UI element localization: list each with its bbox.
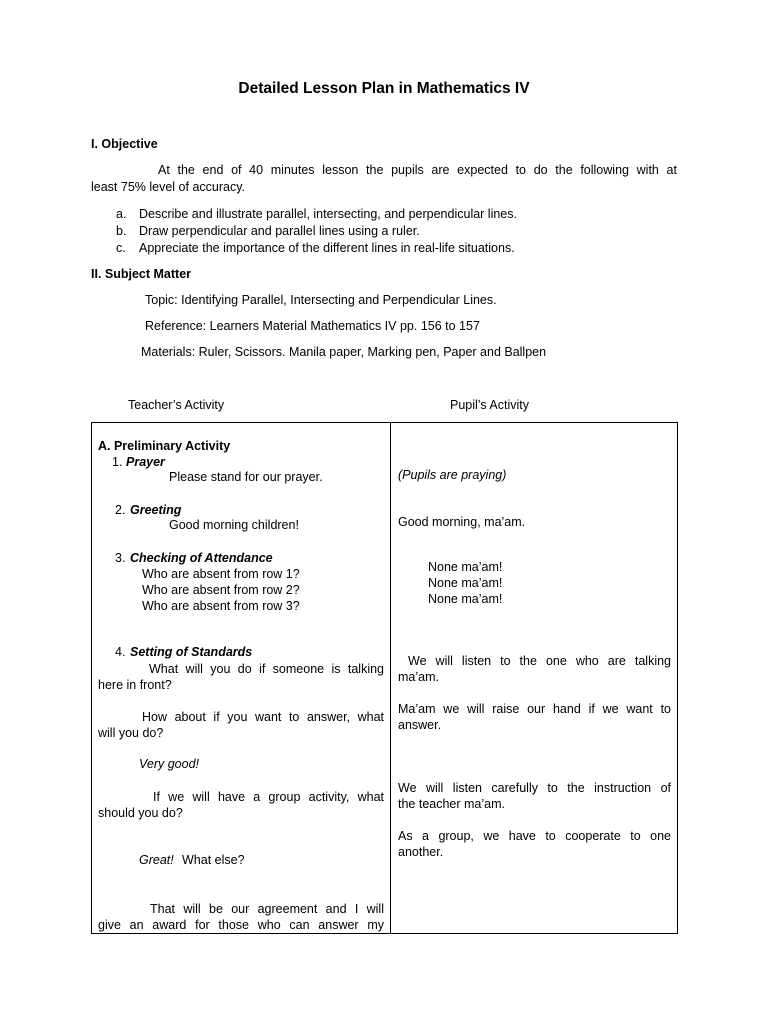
- materials-line: Materials: Ruler, Scissors. Manila paper, Marking pen, Paper and Ballpen: [141, 345, 547, 359]
- attendance-number: 3.: [115, 551, 126, 565]
- prayer-number: 1.: [112, 455, 123, 469]
- attendance-pupil-response: None ma’am!: [428, 592, 503, 606]
- greeting-pupil-response: Good morning, ma’am.: [398, 515, 526, 529]
- standards-answer3-line1: We will listen carefully to the instruction of: [398, 781, 671, 795]
- what-else-text: What else?: [182, 853, 245, 867]
- standards-question2-line1: How about if you want to answer, what: [142, 710, 384, 724]
- objective-heading: I. Objective: [91, 137, 158, 151]
- document-title: Detailed Lesson Plan in Mathematics IV: [238, 80, 530, 97]
- attendance-label: Checking of Attendance: [130, 551, 273, 565]
- attendance-teacher-question: Who are absent from row 1?: [142, 567, 300, 581]
- standards-answer3-line2: the teacher ma’am.: [398, 797, 505, 811]
- standards-answer2-line2: answer.: [398, 718, 442, 732]
- attendance-teacher-question: Who are absent from row 2?: [142, 583, 300, 597]
- greeting-number: 2.: [115, 503, 126, 517]
- prayer-teacher-text: Please stand for our prayer.: [169, 470, 323, 484]
- objective-item-marker: c.: [116, 241, 126, 255]
- standards-question3-line2: should you do?: [98, 806, 183, 820]
- objective-item-text: Appreciate the importance of the different lines in real-life situations.: [139, 241, 515, 255]
- attendance-teacher-question: Who are absent from row 3?: [142, 599, 300, 613]
- standards-answer2-line1: Ma’am we will raise our hand if we want to: [398, 702, 671, 716]
- closing-line1: That will be our agreement and I will: [150, 902, 384, 916]
- standards-answer4-line2: another.: [398, 845, 444, 859]
- standards-label: Setting of Standards: [130, 645, 253, 659]
- prayer-label: Prayer: [126, 455, 165, 469]
- standards-answer4-line1: As a group, we have to cooperate to one: [398, 829, 671, 843]
- standards-answer1-line2: ma’am.: [398, 670, 439, 684]
- closing-line2: give an award for those who can answer my: [98, 918, 384, 932]
- great-text: Great!: [139, 853, 174, 867]
- standards-question2-line2: will you do?: [98, 726, 164, 740]
- greeting-teacher-text: Good morning children!: [169, 518, 299, 532]
- topic-line: Topic: Identifying Parallel, Intersecting and Perpendicular Lines.: [145, 293, 497, 307]
- reference-line: Reference: Learners Material Mathematics IV pp. 156 to 157: [145, 319, 480, 333]
- objective-item-marker: b.: [116, 224, 127, 238]
- standards-question3-line1: If we will have a group activity, what: [153, 790, 384, 804]
- table-column-divider: [390, 422, 391, 934]
- objective-item-marker: a.: [116, 207, 127, 221]
- objective-intro-line2: least 75% level of accuracy.: [91, 180, 246, 194]
- objective-intro-line1: At the end of 40 minutes lesson the pupils are expected to do the following with at: [158, 163, 677, 177]
- standards-question1-line2: here in front?: [98, 678, 172, 692]
- attendance-pupil-response: None ma’am!: [428, 560, 503, 574]
- greeting-label: Greeting: [130, 503, 182, 517]
- subject-matter-heading: II. Subject Matter: [91, 267, 192, 281]
- very-good-text: Very good!: [139, 757, 199, 771]
- prayer-pupil-response: (Pupils are praying): [398, 468, 507, 482]
- standards-answer1-line1: We will listen to the one who are talking: [408, 654, 671, 668]
- pupil-activity-header: Pupil’s Activity: [450, 398, 529, 412]
- objective-item-text: Describe and illustrate parallel, intersecting, and perpendicular lines.: [139, 207, 517, 221]
- activity-table: [91, 422, 678, 934]
- standards-question1-line1: What will you do if someone is talking: [149, 662, 384, 676]
- attendance-pupil-response: None ma’am!: [428, 576, 503, 590]
- preliminary-activity-heading: A. Preliminary Activity: [98, 439, 231, 453]
- teacher-activity-header: Teacher’s Activity: [128, 398, 225, 412]
- standards-number: 4.: [115, 645, 126, 659]
- objective-item-text: Draw perpendicular and parallel lines using a ruler.: [139, 224, 420, 238]
